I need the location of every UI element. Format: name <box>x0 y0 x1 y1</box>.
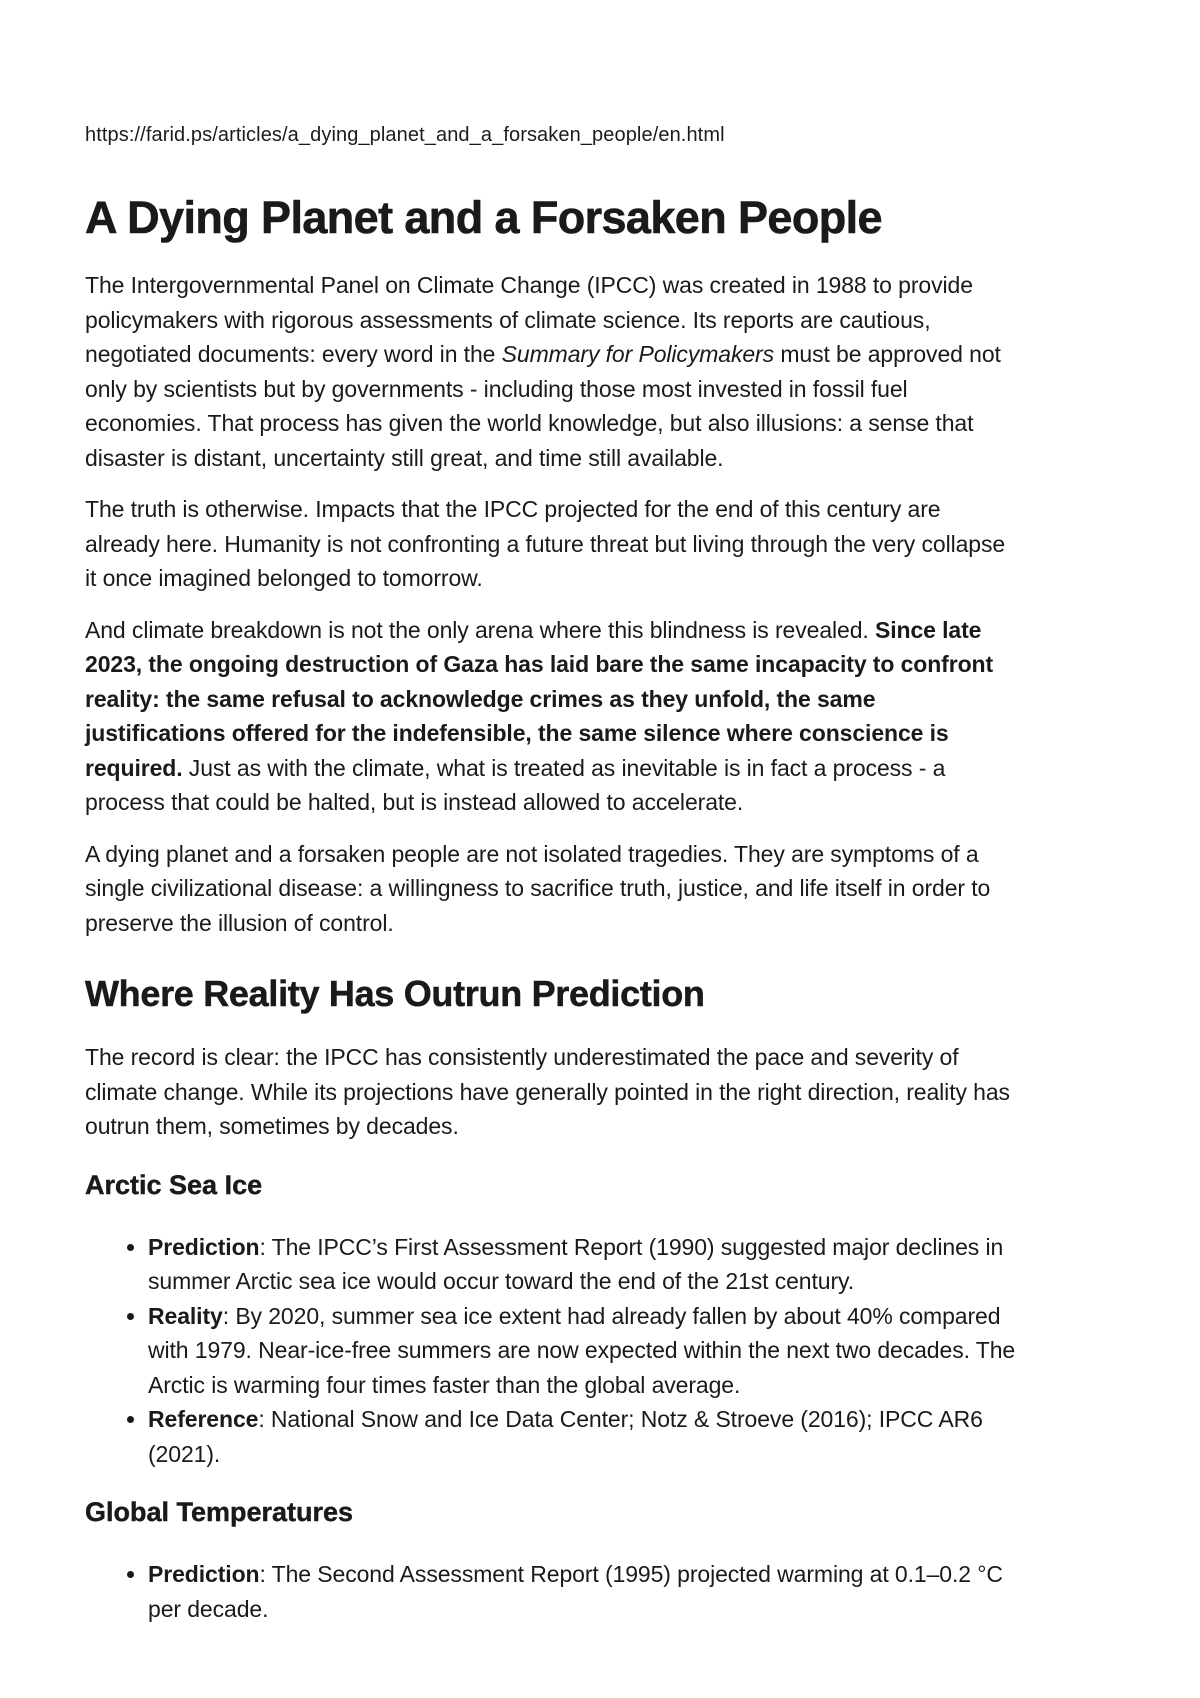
bullet-label: Reference <box>148 1406 259 1432</box>
list-item-reality <box>148 1299 1020 1403</box>
p3-text-after-bold: Just as with the climate, what is treated as inevitable is in fact a process - a process that could be halted, but is instead allowed to accelerate. <box>85 754 946 815</box>
p1-italic-summary-for-policymakers: Summary for Policymakers <box>501 341 775 367</box>
list-item-reference <box>148 1402 1020 1471</box>
p1-text-after-italic: must be approved not only by scientists but by governments - including those most invested in fossil fuel economies. That process has given the world knowledge, but also illusions: a sense that disaster is distant, uncertainty still great, and time still available. <box>85 341 1001 471</box>
bullet-text: : The Second Assessment Report (1995) projected warming at 0.1–0.2 °C per decade. <box>148 1561 1003 1622</box>
article-title: A Dying Planet and a Forsaken People <box>85 192 882 243</box>
source-url: https://farid.ps/articles/a_dying_planet_and_a_forsaken_people/en.html <box>85 124 725 146</box>
subsection-heading-global-temperatures: Global Temperatures <box>85 1497 354 1527</box>
bullet-label: Prediction <box>148 1233 260 1260</box>
list-item-prediction <box>148 1230 1020 1299</box>
list-item-prediction <box>148 1557 1020 1626</box>
intro-paragraph-4: A dying planet and a forsaken people are not isolated tragedies. They are symptoms of a single civilizational disease: a willingness to sacrifice truth, justice, and life itself in order to preserve the illusion of control. <box>85 840 991 936</box>
intro-paragraph-1 <box>85 268 1020 475</box>
global-temperatures-list <box>85 1557 1020 1626</box>
p3-text-before-bold: And climate breakdown is not the only arena where this blindness is revealed. <box>85 616 875 643</box>
p1-text-before-italic: The Intergovernmental Panel on Climate Change (IPCC) was created in 1988 to provide policymakers with rigorous assessments of climate science. Its reports are cautious, negotiated documents: every word in the <box>85 272 973 367</box>
intro-paragraph-3 <box>85 613 1020 820</box>
intro-paragraph-2: The truth is otherwise. Impacts that the IPCC projected for the end of this century are already here. Humanity is not confronting a future threat but living through the very collapse it once imagined belonged to tomorrow. <box>85 496 1006 591</box>
bullet-text: : The IPCC’s First Assessment Report (1990) suggested major declines in summer Arctic sea ice would occur toward the end of the 21st century. <box>148 1233 1004 1294</box>
bullet-label: Prediction <box>148 1561 260 1587</box>
subsection-heading-arctic-sea-ice: Arctic Sea Ice <box>85 1169 263 1200</box>
bullet-label: Reality <box>148 1302 223 1329</box>
p3-bold-gaza-statement: Since late 2023, the ongoing destruction of Gaza has laid bare the same incapacity to confront reality: the same refusal to acknowledge crimes as they unfold, the same justifications offered for the indefensible, the same silence where conscience is required. <box>85 616 994 781</box>
section-heading-where-reality-has-outrun-prediction: Where Reality Has Outrun Prediction <box>85 973 705 1014</box>
arctic-sea-ice-list <box>85 1230 1020 1472</box>
section-lead-paragraph: The record is clear: the IPCC has consistently underestimated the pace and severity of climate change. While its projections have generally pointed in the right direction, reality has outrun them, sometimes by decades. <box>85 1044 1010 1139</box>
bullet-text: : By 2020, summer sea ice extent had already fallen by about 40% compared with 1979. Near-ice-free summers are now expected within the next two decades. The Arctic is warming four times faster than the global average. <box>148 1302 1016 1398</box>
bullet-text: : National Snow and Ice Data Center; Notz & Stroeve (2016); IPCC AR6 (2021). <box>148 1406 983 1467</box>
